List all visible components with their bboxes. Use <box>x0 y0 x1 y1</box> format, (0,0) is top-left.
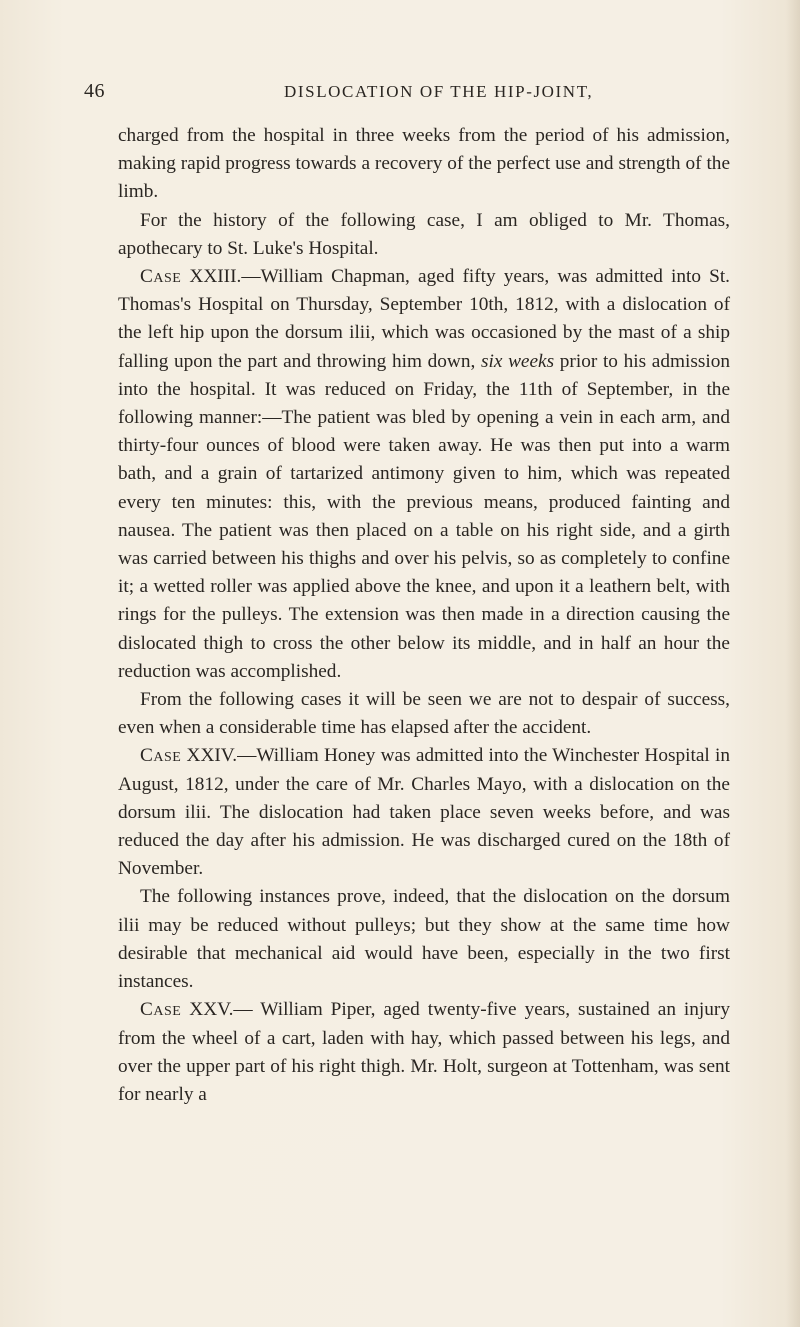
running-title: DISLOCATION OF THE HIP-JOINT, <box>284 82 594 101</box>
case-xxv-text: XXV.— William Piper, aged twenty-five years, sustained an injury from the wheel of a cart, laden with hay, which passed between his legs, and over the upper part of his right thigh. Mr. Holt, surgeon at Tottenham, was sent for nearly a <box>118 999 730 1105</box>
paragraph-4-text: From the following cases it will be seen we are not to despair of success, even when a considerable time has elapsed after the accident. <box>118 689 730 739</box>
paragraph-1-text: charged from the hospital in three weeks from the period of his admission, making rapid progress towards a recovery of the perfect use and strength of the limb. <box>118 125 730 203</box>
page-header <box>84 80 734 110</box>
case-label: Case <box>140 999 182 1021</box>
case-xxv-paragraph <box>118 996 730 1109</box>
case-xxiii-paragraph <box>118 263 730 686</box>
paragraph-6-text: The following instances prove, indeed, that the dislocation on the dorsum ilii may be reduced without pulleys; but they show at the same time how desirable that mechanical aid would have been, especially in the two first instances. <box>118 886 730 993</box>
case-xxiv-text: XXIV.—William Honey was admitted into the Winchester Hospital in August, 1812, under the care of Mr. Charles Mayo, with a dislocation on the dorsum ilii. The dislocation had taken place seven weeks before, and was reduced the day after his admission. He was discharged cured on the 18th of November. <box>118 745 730 880</box>
case-label: Case <box>140 266 182 288</box>
paragraph-2 <box>118 207 730 263</box>
page-number: 46 <box>84 80 105 102</box>
paragraph-1 <box>118 122 730 207</box>
case-xxiv-paragraph <box>118 742 730 883</box>
case-label: Case <box>140 745 182 767</box>
paragraph-6 <box>118 883 730 996</box>
case-xxiii-italic: six weeks <box>480 350 555 372</box>
page-edge-shadow <box>786 0 800 1327</box>
case-xxiii-text-a: XXIII.—William Chapman, aged fifty years, was admitted into St. Thomas's Hospital on Thursday, September 10th, 1812, with a dislocation of the left hip upon the dorsum ilii, which was occasioned by the mast of a ship falling upon the part and throwing him down, <box>118 266 730 372</box>
paragraph-4 <box>118 686 730 742</box>
case-xxiii-text-b: prior to his admission into the hospital. It was reduced on Friday, the 11th of September, in the following manner:—The patient was bled by opening a vein in each arm, and thirty-four ounces of blood were taken away. He was then put into a warm bath, and a grain of tartarized antimony given to him, which was repeated every ten minutes: this, with the previous means, produced fainting and nausea. The patient was then placed on a table on his right side, and a girth was carried between his thighs and over his pelvis, so as completely to confine it; a wetted roller was applied above the knee, and upon it a leathern belt, with rings for the pulleys. The extension was then made in a direction causing the dislocated thigh to cross the other below its middle, and in half an hour the reduction was accomplished. <box>118 350 730 682</box>
body-text <box>118 122 730 1109</box>
paragraph-2-text: For the history of the following case, I am obliged to Mr. Thomas, apothecary to St. Luke's Hospital. <box>118 209 730 259</box>
